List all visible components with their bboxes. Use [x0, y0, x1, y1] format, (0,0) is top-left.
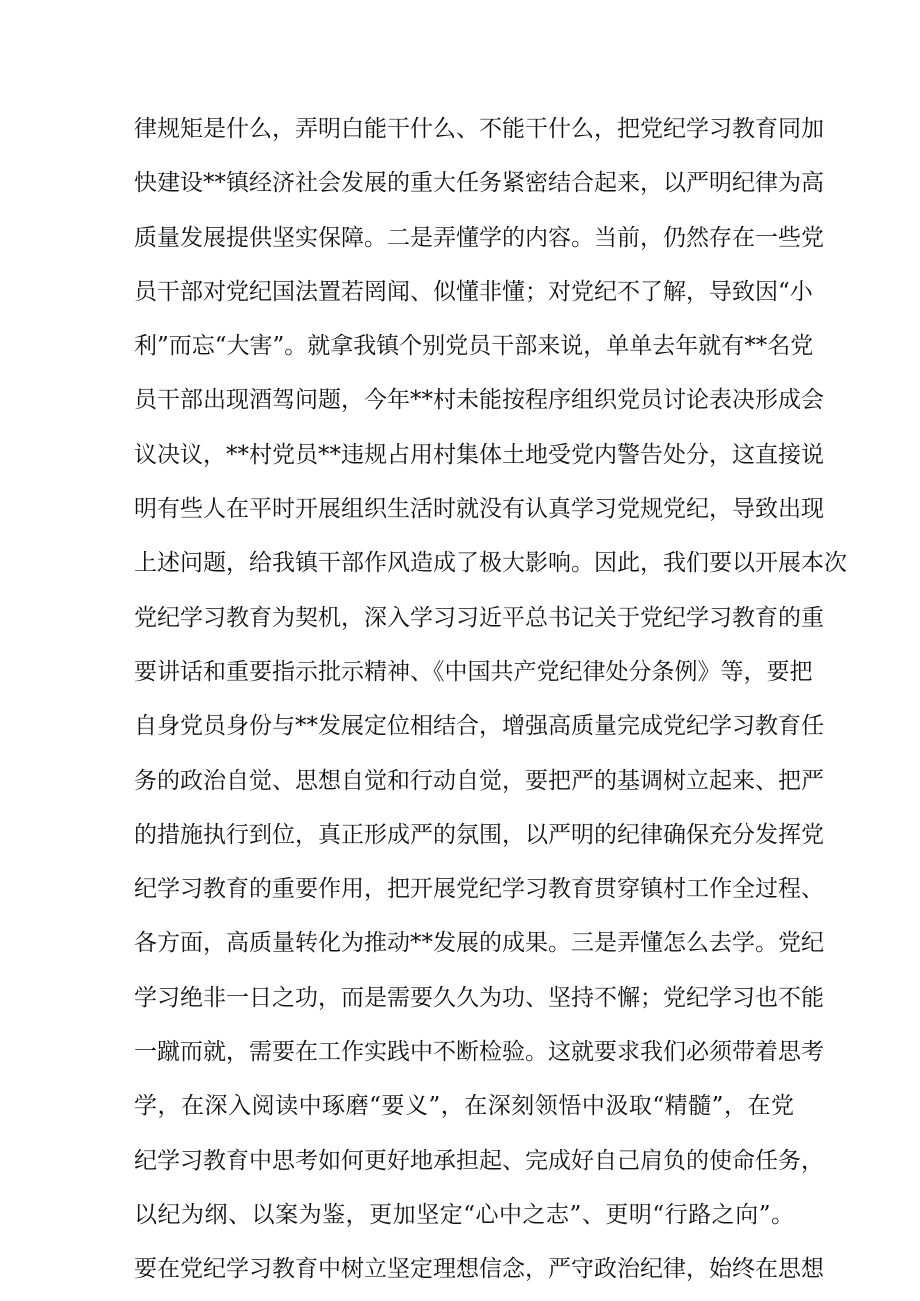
text-line: 学，在深入阅读中琢磨“要义”，在深刻领悟中汲取“精髓”，在党: [134, 1093, 794, 1120]
text-line: 以纪为纲、以案为鉴，更加坚定“心中之志”、更明“行路之向”。: [134, 1201, 794, 1228]
text-line: 纪学习教育的重要作用，把开展党纪学习教育贯穿镇村工作全过程、: [134, 876, 824, 903]
text-line: 利”而忘“大害”。就拿我镇个别党员干部来说，单单去年就有**名党: [134, 333, 814, 360]
text-line: 快建设**镇经济社会发展的重大任务紧密结合起来，以严明纪律为高: [134, 170, 824, 197]
text-line: 各方面，高质量转化为推动**发展的成果。三是弄懂怎么去学。党纪: [134, 930, 824, 957]
text-line: 的措施执行到位，真正形成严的氛围，以严明的纪律确保充分发挥党: [134, 821, 824, 848]
text-line: 明有些人在平时开展组织生活时就没有认真学习党规党纪，导致出现: [134, 496, 824, 523]
text-line: 党纪学习教育为契机，深入学习习近平总书记关于党纪学习教育的重: [134, 604, 824, 631]
text-line: 自身党员身份与**发展定位相结合，增强高质量完成党纪学习教育任: [134, 713, 824, 740]
text-line: 一蹴而就，需要在工作实践中不断检验。这就要求我们必须带着思考: [134, 1039, 824, 1066]
text-line: 纪学习教育中思考如何更好地承担起、完成好自己肩负的使命任务，: [134, 1147, 824, 1174]
text-line: 员干部出现酒驾问题，今年**村未能按程序组织党员讨论表决形成会: [134, 387, 824, 414]
text-line: 要讲话和重要指示批示精神、《中国共产党纪律处分条例》等，要把: [134, 658, 813, 685]
text-line: 议决议，**村党员**违规占用村集体土地受党内警告处分，这直接说: [134, 441, 824, 468]
text-line: 务的政治自觉、思想自觉和行动自觉，要把严的基调树立起来、把严: [134, 767, 824, 794]
text-line: 学习绝非一日之功，而是需要久久为功、坚持不懈；党纪学习也不能: [134, 984, 824, 1011]
body-text: [134, 106, 847, 1301]
text-line: 员干部对党纪国法置若罔闻、似懂非懂；对党纪不了解，导致因“小: [134, 278, 813, 305]
text-line: 质量发展提供坚实保障。二是弄懂学的内容。当前，仍然存在一些党: [134, 224, 824, 251]
text-line: 上述问题，给我镇干部作风造成了极大影响。因此，我们要以开展本次: [134, 550, 847, 577]
text-line: 律规矩是什么，弄明白能干什么、不能干什么，把党纪学习教育同加: [134, 116, 824, 142]
text-line: 要在党纪学习教育中树立坚定理想信念，严守政治纪律，始终在思想: [134, 1256, 824, 1283]
